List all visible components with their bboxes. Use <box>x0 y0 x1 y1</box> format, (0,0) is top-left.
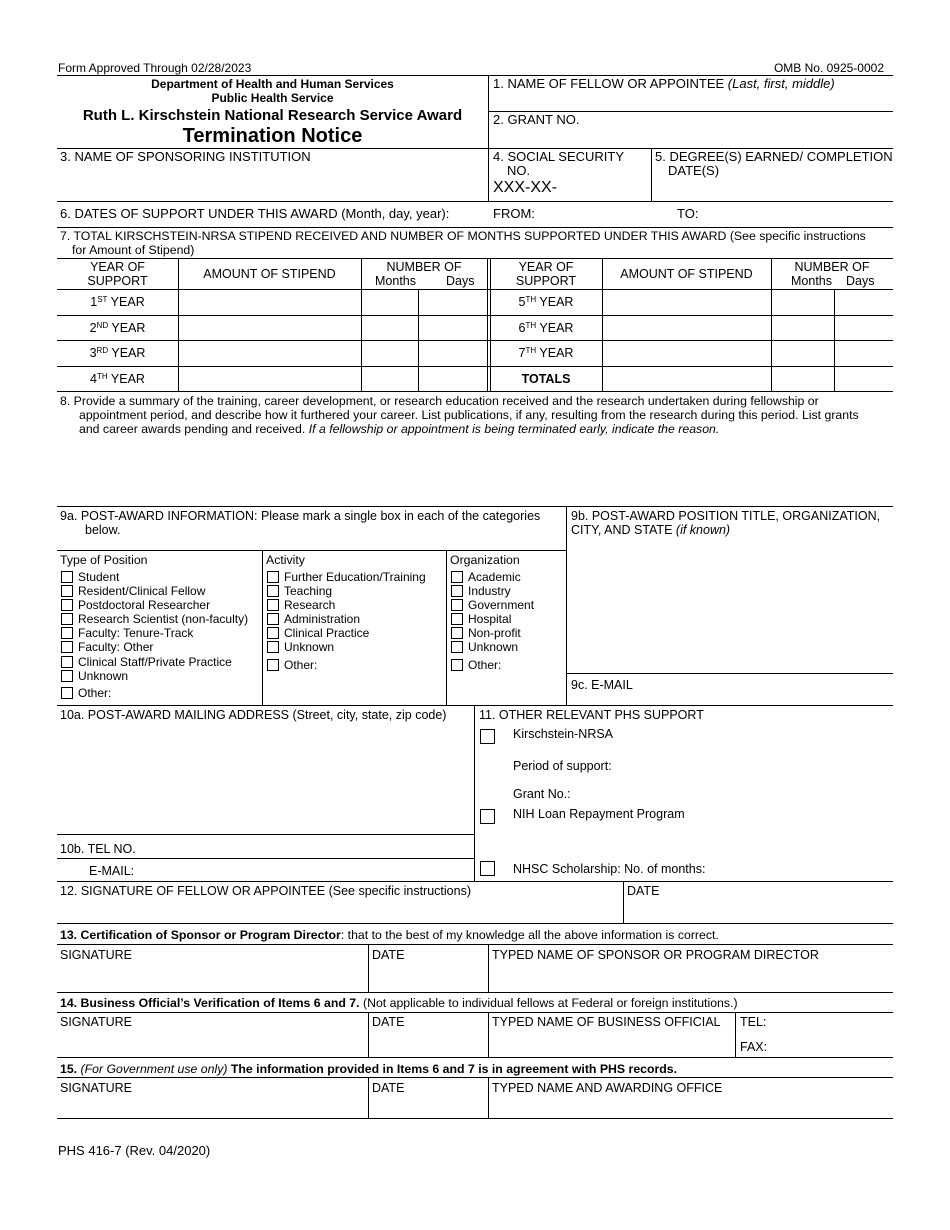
sponsor-typed-name-field[interactable] <box>492 964 890 988</box>
certification-13-text: : that to the best of my knowledge all the above information is correct. <box>340 928 719 942</box>
option-label: Academic <box>468 570 521 584</box>
year-label-4 <box>57 372 178 386</box>
year-ordinal: TH <box>96 372 108 381</box>
year-suffix: YEAR <box>107 295 145 309</box>
option-label: Government <box>468 598 535 612</box>
checkbox-unknown[interactable] <box>267 641 279 653</box>
year-ordinal: ND <box>96 321 109 330</box>
stipend-amount-cell[interactable] <box>604 317 769 339</box>
business-fax-label: FAX: <box>740 1040 768 1054</box>
loan-repayment-label: NIH Loan Repayment Program <box>513 807 685 821</box>
option-label: Other: <box>78 686 112 700</box>
award-name: Ruth L. Kirschstein National Research Service Award <box>82 107 463 124</box>
rule <box>735 1012 736 1057</box>
rule <box>57 227 893 228</box>
summary-textarea[interactable] <box>60 440 890 504</box>
checkbox-academic[interactable] <box>451 571 463 583</box>
option-label: Other: <box>468 658 502 672</box>
dates-of-support-label: 6. DATES OF SUPPORT UNDER THIS AWARD (Month, day, year): <box>60 206 450 221</box>
sponsor-signature-field[interactable] <box>60 964 365 988</box>
government-use-note: (For Government use only) <box>80 1062 228 1076</box>
rule <box>57 201 893 202</box>
rule <box>418 289 419 391</box>
year-label-3 <box>57 346 178 360</box>
form-number: PHS 416-7 (Rev. 04/2020) <box>58 1143 211 1158</box>
year-suffix: YEAR <box>108 321 146 335</box>
year-header: YEAR OF <box>90 260 145 274</box>
checkbox-faculty-tenure-track[interactable] <box>61 627 73 639</box>
checkbox-nhsc-scholarship[interactable] <box>480 861 495 876</box>
rule <box>361 258 362 391</box>
stipend-amount-cell[interactable] <box>604 291 769 313</box>
mailing-email-label: E-MAIL: <box>89 864 135 878</box>
rule <box>368 1077 369 1118</box>
checkbox-other[interactable] <box>267 659 279 671</box>
option-label: Faculty: Tenure-Track <box>78 626 194 640</box>
year-num: 3 <box>89 346 97 360</box>
checkbox-clinical-staff[interactable] <box>61 656 73 668</box>
rule <box>57 289 893 290</box>
business-date-field[interactable] <box>372 1031 485 1053</box>
checkbox-nih-loan-repayment[interactable] <box>480 809 495 824</box>
rule <box>57 705 893 706</box>
year-suffix: YEAR <box>107 372 145 386</box>
tel-field[interactable] <box>135 838 470 856</box>
option-label: Non-profit <box>468 626 521 640</box>
year-ordinal: ST <box>97 295 108 304</box>
rule <box>487 258 488 391</box>
from-label: FROM: <box>493 206 535 221</box>
position-title-hint: (if known) <box>675 523 731 537</box>
year-label-5 <box>490 295 602 309</box>
government-date-label: DATE <box>372 1081 405 1095</box>
government-signature-field[interactable] <box>60 1097 365 1115</box>
option-label: Unknown <box>468 640 519 654</box>
business-signature-field[interactable] <box>60 1031 365 1053</box>
stipend-amount-cell[interactable] <box>180 317 359 339</box>
checkbox-postdoctoral-researcher[interactable] <box>61 599 73 611</box>
sponsor-typed-name-label: TYPED NAME OF SPONSOR OR PROGRAM DIRECTOR <box>492 948 819 962</box>
rule <box>57 992 893 993</box>
institution-field[interactable] <box>60 166 485 198</box>
post-award-info-label-cont: below. <box>85 523 121 537</box>
summary-instructions-cont: appointment period, and describe how it furthered your career. List publications, if any, resulting from the research during this period. List grants <box>79 408 859 422</box>
grant-no-label: 2. GRANT NO. <box>493 112 580 127</box>
year-num: 6 <box>518 321 526 335</box>
checkbox-clinical-practice[interactable] <box>267 627 279 639</box>
year-ordinal: TH <box>525 295 537 304</box>
checkbox-unknown[interactable] <box>451 641 463 653</box>
option-label: Postdoctoral Researcher <box>78 598 211 612</box>
government-use-statement: The information provided in Items 6 and 7 is in agreement with PHS records. <box>227 1062 678 1076</box>
option-label: Industry <box>468 584 511 598</box>
awarding-office-field[interactable] <box>492 1097 890 1115</box>
rule <box>57 881 893 882</box>
rule <box>488 1012 489 1057</box>
option-label: Administration <box>284 612 361 626</box>
rule <box>651 148 652 201</box>
business-fax-field[interactable] <box>772 1038 890 1056</box>
government-signature-label: SIGNATURE <box>60 1081 132 1095</box>
option-label: Unknown <box>284 640 335 654</box>
rule <box>368 944 369 992</box>
mailing-address-field[interactable] <box>60 725 470 830</box>
mailing-address-label: 10a. POST-AWARD MAILING ADDRESS (Street, city, state, zip code) <box>60 708 447 722</box>
activity-header: Activity <box>266 553 305 567</box>
checkbox-hospital[interactable] <box>451 613 463 625</box>
fellow-date-label: DATE <box>627 884 660 898</box>
grant-no-field[interactable] <box>580 113 890 145</box>
year-num: 7 <box>518 346 526 360</box>
other-support-label: 11. OTHER RELEVANT PHS SUPPORT <box>479 708 704 722</box>
verification-14-text: (Not applicable to individual fellows at Federal or foreign institutions.) <box>359 996 738 1010</box>
year-suffix: YEAR <box>536 321 574 335</box>
year-ordinal: TH <box>525 346 537 355</box>
degree-label-cont: DATE(S) <box>668 163 720 178</box>
position-title-label-cont <box>571 523 730 537</box>
summary-instructions-end <box>79 422 719 436</box>
post-award-info-label: 9a. POST-AWARD INFORMATION: Please mark a single box in each of the categories <box>60 509 541 523</box>
fellow-name-label-text: 1. NAME OF FELLOW OR APPOINTEE <box>493 76 725 91</box>
months-header: Months <box>791 274 832 288</box>
institution-label: 3. NAME OF SPONSORING INSTITUTION <box>60 149 311 164</box>
checkbox-student[interactable] <box>61 571 73 583</box>
months-header: Months <box>375 274 416 288</box>
omb-number: OMB No. 0925-0002 <box>773 61 884 75</box>
year-header: YEAR OF <box>518 260 574 274</box>
awarding-office-label: TYPED NAME AND AWARDING OFFICE <box>492 1081 723 1095</box>
rule <box>474 705 475 881</box>
email-9c-label: 9c. E-MAIL <box>571 678 633 692</box>
option-label: Research <box>284 598 336 612</box>
item-15-number: 15. <box>60 1062 81 1076</box>
to-date-field[interactable] <box>700 205 890 223</box>
fellow-name-field[interactable] <box>490 92 890 110</box>
amount-header: AMOUNT OF STIPEND <box>203 267 336 281</box>
fellow-signature-label: 12. SIGNATURE OF FELLOW OR APPOINTEE (See specific instructions) <box>60 884 471 898</box>
mailing-email-field[interactable] <box>145 861 470 879</box>
year-suffix: YEAR <box>108 346 146 360</box>
totals-label: TOTALS <box>521 372 571 386</box>
fellow-signature-field[interactable] <box>60 900 620 920</box>
checkbox-kirschstein-nrsa[interactable] <box>480 729 495 744</box>
kirschstein-label: Kirschstein-NRSA <box>513 727 614 741</box>
option-label: Further Education/Training <box>284 570 426 584</box>
ssn-label: 4. SOCIAL SECURITY <box>493 149 624 164</box>
department-name: Department of Health and Human Services <box>151 77 394 91</box>
summary-instructions: 8. Provide a summary of the training, career development, or research education received and the research undertaken during fellowship or <box>60 394 819 408</box>
fellow-name-label <box>493 77 835 91</box>
year-header-cont: SUPPORT <box>87 274 148 288</box>
checkbox-other[interactable] <box>61 687 73 699</box>
checkbox-unknown[interactable] <box>61 670 73 682</box>
checkbox-non-profit[interactable] <box>451 627 463 639</box>
rule <box>262 550 263 705</box>
fellow-date-field[interactable] <box>627 900 890 920</box>
rule <box>57 858 474 859</box>
option-label: Clinical Staff/Private Practice <box>78 655 232 669</box>
business-typed-name-field[interactable] <box>492 1031 732 1053</box>
other-grant-no-field[interactable] <box>580 785 890 803</box>
year-header-cont: SUPPORT <box>515 274 577 288</box>
ssn-value[interactable]: XXX-XX- <box>493 179 558 196</box>
checkbox-administration[interactable] <box>267 613 279 625</box>
checkbox-teaching[interactable] <box>267 585 279 597</box>
sponsor-signature-label: SIGNATURE <box>60 948 132 962</box>
rule <box>57 258 893 259</box>
rule <box>57 1057 893 1058</box>
amount-header: AMOUNT OF STIPEND <box>620 267 753 281</box>
option-label: Research Scientist (non-faculty) <box>78 612 249 626</box>
business-tel-field[interactable] <box>770 1013 890 1031</box>
email-9c-field[interactable] <box>640 676 890 698</box>
certification-13-heading <box>60 928 719 942</box>
rule <box>488 1077 489 1118</box>
business-tel-label: TEL: <box>740 1015 767 1029</box>
option-label: Hospital <box>468 612 512 626</box>
year-label-2 <box>57 321 178 335</box>
year-suffix: YEAR <box>536 346 574 360</box>
nhsc-months-field[interactable] <box>720 860 890 878</box>
from-date-field[interactable] <box>535 205 665 223</box>
sponsor-date-label: DATE <box>372 948 405 962</box>
checkbox-research[interactable] <box>267 599 279 611</box>
year-label-7 <box>490 346 602 360</box>
rule <box>57 506 893 507</box>
checkbox-faculty-other[interactable] <box>61 641 73 653</box>
rule <box>57 1118 893 1119</box>
year-num: 1 <box>90 295 98 309</box>
checkbox-other[interactable] <box>451 659 463 671</box>
year-suffix: YEAR <box>536 295 574 309</box>
year-num: 4 <box>90 372 97 386</box>
business-typed-name-label: TYPED NAME OF BUSINESS OFFICIAL <box>492 1015 721 1029</box>
rule <box>368 1012 369 1057</box>
year-ordinal: TH <box>525 321 537 330</box>
number-header: NUMBER OF <box>794 260 870 274</box>
option-label: Student <box>78 570 120 584</box>
verification-14-heading <box>60 996 738 1010</box>
rule <box>446 550 447 705</box>
summary-text: and career awards pending and received. <box>79 422 309 436</box>
rule <box>566 506 567 705</box>
other-grant-no-label: Grant No.: <box>513 787 571 801</box>
checkbox-research-scientist[interactable] <box>61 613 73 625</box>
option-label: Faculty: Other <box>78 640 154 654</box>
ssn-label-cont: NO. <box>507 163 531 178</box>
position-title-field[interactable] <box>570 540 890 670</box>
agency-name: Public Health Service <box>211 91 334 105</box>
rule <box>57 1077 893 1078</box>
stipend-total-cell[interactable] <box>604 368 769 390</box>
option-label: Unknown <box>78 669 129 683</box>
rule <box>488 75 489 201</box>
degree-field[interactable] <box>655 180 890 198</box>
number-header: NUMBER OF <box>386 260 462 274</box>
certification-13-title: 13. Certification of Sponsor or Program Director <box>60 928 341 942</box>
option-label: Teaching <box>284 584 333 598</box>
verification-14-title: 14. Business Official’s Verification of Items 6 and 7. <box>60 996 360 1010</box>
summary-text-italic: If a fellowship or appointment is being terminated early, indicate the reason. <box>308 422 720 436</box>
rule <box>488 944 489 992</box>
sponsor-date-field[interactable] <box>372 964 485 988</box>
government-use-15-heading <box>60 1062 677 1076</box>
tel-label: 10b. TEL NO. <box>60 842 136 856</box>
year-ordinal: RD <box>96 346 109 355</box>
stipend-amount-cell[interactable] <box>180 291 359 313</box>
days-header: Days <box>446 274 475 288</box>
year-label-6 <box>490 321 602 335</box>
option-label: Clinical Practice <box>284 626 370 640</box>
page-title: Termination Notice <box>182 125 363 147</box>
rule <box>57 340 893 341</box>
type-of-position-header: Type of Position <box>60 553 148 567</box>
days-header: Days <box>846 274 875 288</box>
rule <box>623 881 624 923</box>
government-date-field[interactable] <box>372 1097 485 1115</box>
to-label: TO: <box>677 206 699 221</box>
form-approved-date: Form Approved Through 02/28/2023 <box>58 61 252 75</box>
rule <box>57 315 893 316</box>
option-label: Resident/Clinical Fellow <box>78 584 206 598</box>
period-of-support-field[interactable] <box>620 757 890 775</box>
rule <box>57 550 566 551</box>
year-label-1 <box>57 295 178 309</box>
rule <box>57 391 893 392</box>
stipend-amount-cell[interactable] <box>180 368 359 390</box>
checkbox-resident-clinical-fellow[interactable] <box>61 585 73 597</box>
rule <box>834 289 835 391</box>
rule <box>57 923 893 924</box>
year-num: 5 <box>518 295 526 309</box>
nhsc-scholarship-label: NHSC Scholarship: No. of months: <box>513 862 706 876</box>
stipend-label-cont: for Amount of Stipend) <box>72 243 195 257</box>
option-label: Other: <box>284 658 318 672</box>
checkbox-further-education[interactable] <box>267 571 279 583</box>
rule <box>57 944 893 945</box>
position-title-label: 9b. POST-AWARD POSITION TITLE, ORGANIZATION, <box>571 509 881 523</box>
period-of-support-label: Period of support: <box>513 759 612 773</box>
position-title-text: CITY, AND STATE <box>571 523 673 537</box>
rule <box>566 673 893 674</box>
stipend-amount-cell[interactable] <box>180 342 359 364</box>
rule <box>57 366 893 367</box>
organization-header: Organization <box>450 553 520 567</box>
year-num: 2 <box>89 321 97 335</box>
business-date-label: DATE <box>372 1015 405 1029</box>
stipend-label: 7. TOTAL KIRSCHSTEIN-NRSA STIPEND RECEIVED AND NUMBER OF MONTHS SUPPORTED UNDER THIS AWARD (See specific instructions <box>60 229 866 243</box>
fellow-name-hint: (Last, first, middle) <box>727 76 835 91</box>
stipend-amount-cell[interactable] <box>604 342 769 364</box>
rule <box>57 834 474 835</box>
checkbox-government[interactable] <box>451 599 463 611</box>
rule <box>771 258 772 391</box>
degree-label: 5. DEGREE(S) EARNED/ COMPLETION <box>655 149 893 164</box>
business-signature-label: SIGNATURE <box>60 1015 132 1029</box>
rule <box>57 1012 893 1013</box>
checkbox-industry[interactable] <box>451 585 463 597</box>
